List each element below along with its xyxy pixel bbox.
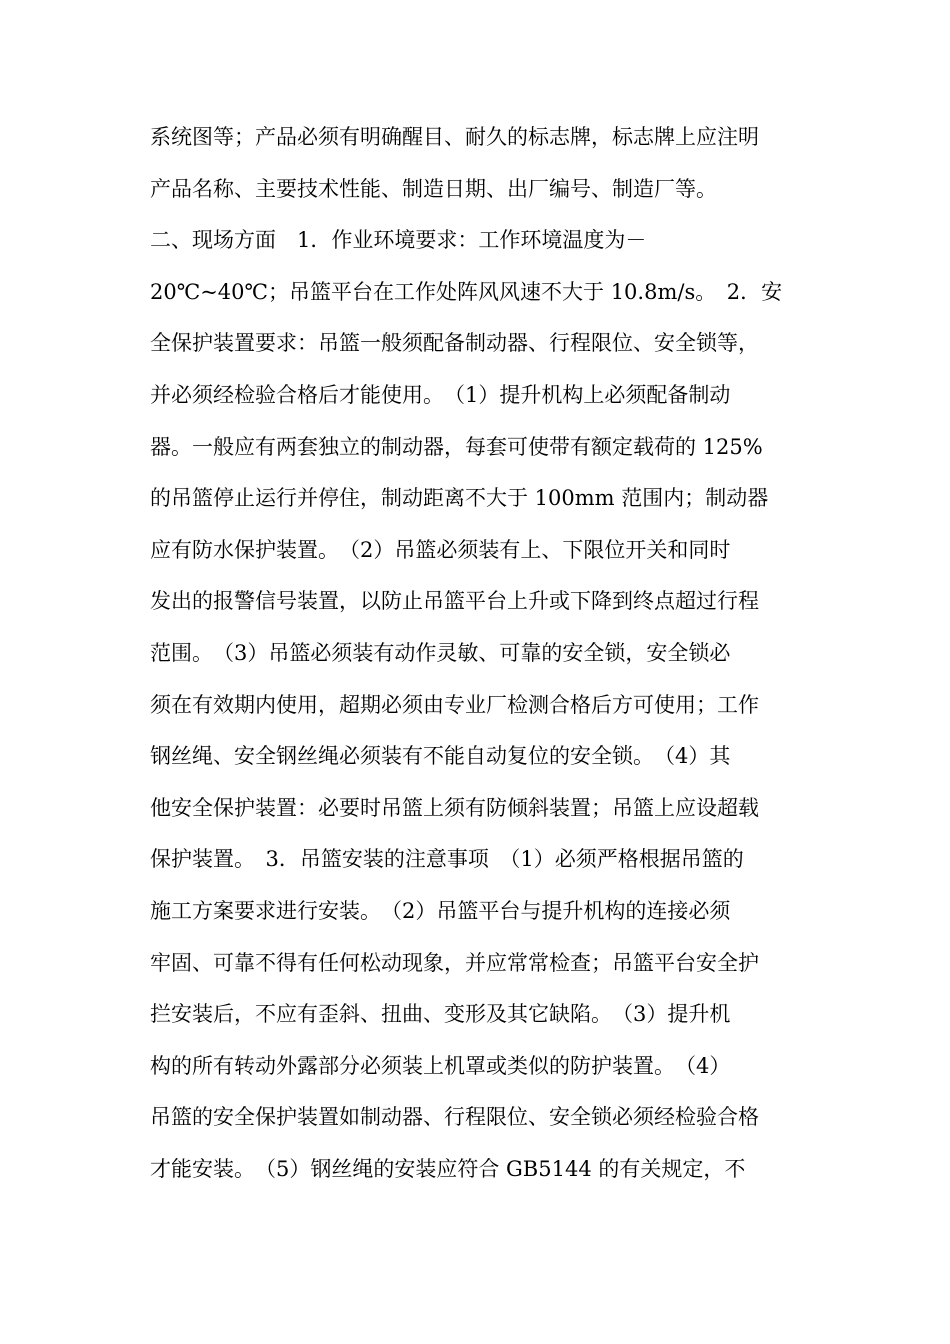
text-line: 吊篮的安全保护装置如制动器、行程限位、安全锁必须经检验合格 <box>150 1105 759 1130</box>
text-line: 施工方案要求进行安装。 （2）吊篮平台与提升机构的连接必须 <box>150 898 731 923</box>
text-line: 发出的报警信号装置，以防止吊篮平台上升或下降到终点超过行程 <box>150 589 759 614</box>
text-line: 构的所有转动外露部分必须装上机罩或类似的防护装置。 （4） <box>150 1053 731 1078</box>
text-line: 20℃~40℃；吊篮平台在工作处阵风风速不大于 10.8m/s。 2．安 <box>150 279 783 304</box>
text-line: 保护装置。 3．吊篮安装的注意事项 （1）必须严格根据吊篮的 <box>150 847 744 872</box>
text-line: 的吊篮停止运行并停住，制动距离不大于 100mm 范围内；制动器 <box>150 486 769 511</box>
text-line: 须在有效期内使用，超期必须由专业厂检测合格后方可使用；工作 <box>150 692 759 717</box>
text-line: 钢丝绳、安全钢丝绳必须装有不能自动复位的安全锁。 （4）其 <box>150 744 731 769</box>
text-line: 全保护装置要求：吊篮一般须配备制动器、行程限位、安全锁等， <box>150 331 759 356</box>
text-line: 他安全保护装置：必要时吊篮上须有防倾斜装置；吊篮上应设超载 <box>150 795 759 820</box>
text-line: 并必须经检验合格后才能使用。 （1）提升机构上必须配备制动 <box>150 382 731 407</box>
text-line: 才能安装。 （5）钢丝绳的安装应符合 GB5144 的有关规定，不 <box>150 1156 746 1181</box>
text-line: 二、现场方面 1．作业环境要求：工作环境温度为－ <box>150 228 647 253</box>
text-line: 范围。 （3）吊篮必须装有动作灵敏、可靠的安全锁，安全锁必 <box>150 640 731 665</box>
text-line: 产品名称、主要技术性能、制造日期、出厂编号、制造厂等。 <box>150 176 717 201</box>
text-line: 器。一般应有两套独立的制动器，每套可使带有额定载荷的 125% <box>150 434 763 459</box>
text-line: 拦安装后，不应有歪斜、扭曲、变形及其它缺陷。 （3）提升机 <box>150 1002 731 1027</box>
text-line: 系统图等；产品必须有明确醒目、耐久的标志牌，标志牌上应注明 <box>150 125 759 149</box>
body-text <box>150 112 810 1195</box>
text-line: 应有防水保护装置。 （2）吊篮必须装有上、下限位开关和同时 <box>150 537 731 562</box>
text-line: 牢固、可靠不得有任何松动现象，并应常常检查；吊篮平台安全护 <box>150 950 759 975</box>
